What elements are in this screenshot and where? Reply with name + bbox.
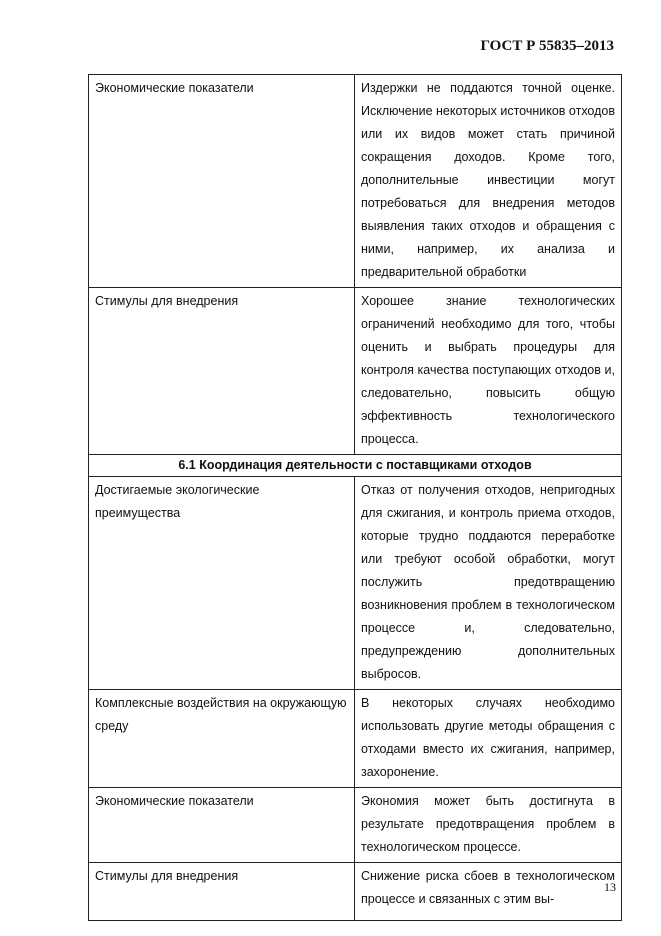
row-description	[355, 690, 622, 788]
gost-table	[88, 74, 622, 921]
row-description	[355, 788, 622, 863]
row-label	[89, 288, 355, 455]
document-code: ГОСТ Р 55835–2013	[480, 38, 614, 54]
table-row	[89, 288, 622, 455]
row-description	[355, 288, 622, 455]
row-label-text: Экономические показатели	[95, 81, 254, 95]
section-header-row	[89, 455, 622, 477]
row-description-text: Снижение риска сбоев в технологическом процессе и связанных с этим вы-	[361, 869, 615, 906]
row-description-text: Хорошее знание технологических ограничений необходимо для того, чтобы оценить и выбрать процедуры для контроля качества поступающих отходов и, следовательно, повысить общую эффективность технологического процесса.	[361, 294, 615, 446]
row-description-text: Отказ от получения отходов, непригодных для сжигания, и контроль приема отходов, которые трудно поддаются переработке или требуют особой обработки, могут послужить предотвращению возникновения проблем в технологическом процессе и, следовательно, предупреждению дополнительных выбросов.	[361, 483, 615, 681]
row-label	[89, 690, 355, 788]
row-label	[89, 788, 355, 863]
section-heading: 6.1 Координация деятельности с поставщиками отходов	[89, 455, 622, 477]
table-row	[89, 477, 622, 690]
row-label	[89, 863, 355, 921]
table-row	[89, 75, 622, 288]
row-label-text: Стимулы для внедрения	[95, 869, 239, 883]
row-description-text: В некоторых случаях необходимо использовать другие методы обращения с отходами вместо их сжигания, например, захоронение.	[361, 696, 615, 779]
row-label-text: Достигаемые экологические преимущества	[95, 483, 260, 520]
row-label	[89, 75, 355, 288]
row-label-text: Экономические показатели	[95, 794, 254, 808]
row-label-text: Комплексные воздействия на окружающую среду	[95, 696, 347, 733]
table-row	[89, 690, 622, 788]
row-label	[89, 477, 355, 690]
row-description	[355, 477, 622, 690]
page-number: 13	[604, 880, 616, 894]
row-description	[355, 863, 622, 921]
table-row	[89, 788, 622, 863]
row-label-text: Стимулы для внедрения	[95, 294, 239, 308]
table-row	[89, 863, 622, 921]
row-description-text: Издержки не поддаются точной оценке. Исключение некоторых источников отходов или их видов может стать причиной сокращения доходов. Кроме того, дополнительные инвестиции могут потребоваться для внедрения методов выявления таких отходов и обращения с ними, например, их анализа и предварительной обработки	[361, 81, 615, 279]
row-description-text: Экономия может быть достигнута в результате предотвращения проблем в технологическом процессе.	[361, 794, 615, 854]
row-description	[355, 75, 622, 288]
